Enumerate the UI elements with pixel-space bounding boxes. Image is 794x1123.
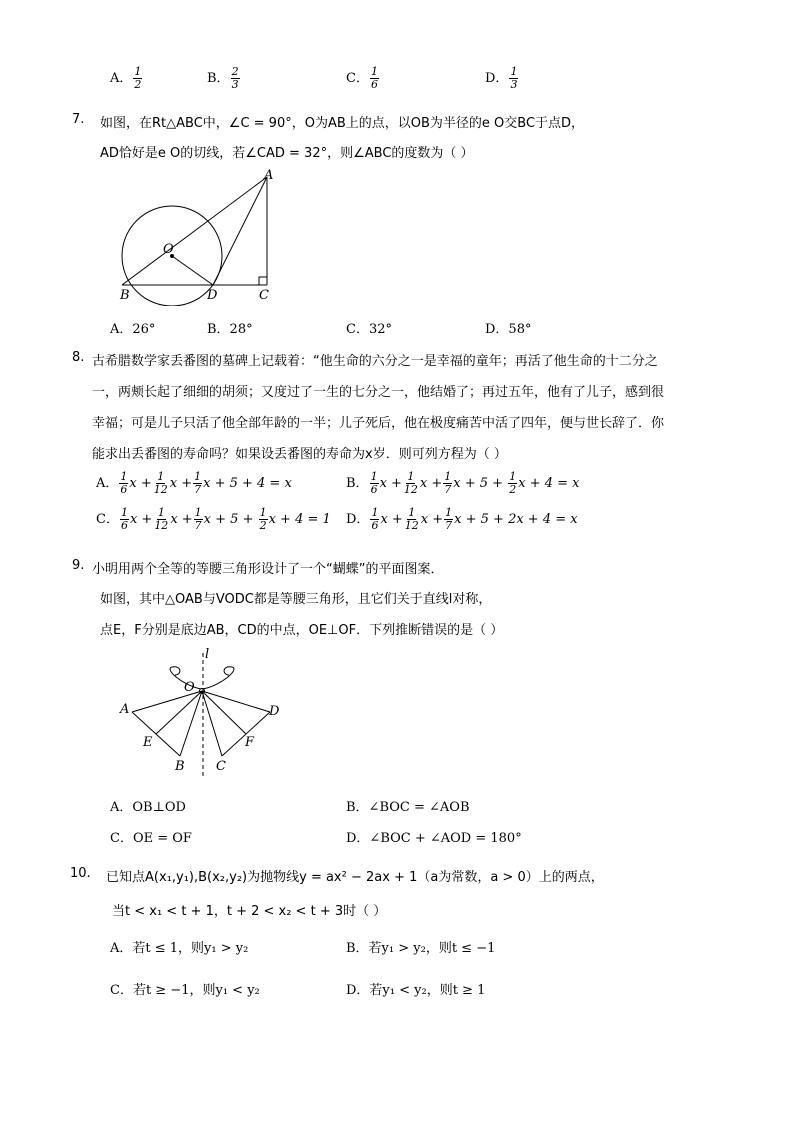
fraction: $\frac{1}{7}$	[194, 470, 202, 496]
q6-option-b[interactable]: B． $\frac{2}{3}$	[207, 65, 239, 91]
fraction: $\frac{1}{12}$	[153, 470, 168, 496]
segment-ab	[122, 177, 267, 285]
question-text-line: 幸福；可是儿子只活了他全部年龄的一半；儿子死后，他在极度痛苦中活了四年，便与世长辞了．你	[92, 416, 665, 431]
label-e: E	[143, 735, 153, 750]
fraction: $\frac{1}{12}$	[403, 470, 418, 496]
fraction: $\frac{1}{6}$	[370, 470, 378, 496]
q7-option-c[interactable]: C．32°	[346, 322, 392, 337]
label-c: C	[216, 759, 226, 774]
label-b: B	[175, 759, 185, 774]
q8-option-a[interactable]: A． $\frac{1}{6}$ x + $\frac{1}{12}$ x + $\frac{1}{7}$ x + 5 + 4 = x	[96, 470, 292, 496]
label-l: l	[205, 647, 210, 662]
q7-geometry-figure	[110, 166, 290, 306]
fraction: $\frac{1}{6}$	[371, 506, 379, 532]
fraction: $\frac{1}{2}$	[259, 506, 267, 532]
right-angle-mark	[259, 277, 267, 285]
label-o: O	[184, 680, 195, 695]
q9-option-b[interactable]: B．∠BOC = ∠AOB	[346, 800, 470, 815]
q10-option-b[interactable]: B．若y₁ > y₂，则t ≤ −1	[346, 941, 496, 956]
fraction: $\frac{1}{6}$	[370, 65, 378, 91]
question-text-line: 能求出丢番图的寿命吗？如果设丢番图的寿命为x岁．则可列方程为（ ）	[92, 447, 507, 462]
label-c: C	[259, 288, 269, 303]
label-f: F	[245, 735, 255, 750]
fraction: $\frac{1}{6}$	[120, 506, 128, 532]
question-text-line: 如图，在Rt△ABC中，∠C = 90°，O为AB上的点，以OB为半径的e O交BC于点D，	[100, 116, 585, 131]
fraction: $\frac{1}{12}$	[404, 506, 419, 532]
fraction: $\frac{1}{6}$	[120, 470, 128, 496]
question-text-line: 已知点A(x₁,y₁),B(x₂,y₂)为抛物线y = ax² − 2ax + 1（a为常数，a > 0）上的两点，	[106, 870, 604, 885]
segment-od	[172, 256, 213, 285]
q9-option-a[interactable]: A．OB⊥OD	[110, 800, 186, 815]
q10-option-d[interactable]: D．若y₁ < y₂，则t ≥ 1	[346, 983, 486, 998]
label-a: A	[264, 168, 274, 183]
fraction: $\frac{1}{3}$	[510, 65, 518, 91]
q10-option-a[interactable]: A．若t ≤ 1，则y₁ > y₂	[110, 941, 249, 956]
q9-option-d[interactable]: D．∠BOC + ∠AOD = 180°	[346, 831, 522, 846]
q6-option-a[interactable]: A． $\frac{1}{2}$	[110, 65, 142, 91]
fraction: $\frac{1}{2}$	[134, 65, 142, 91]
q7-option-b[interactable]: B．28°	[207, 322, 253, 337]
q9-option-c[interactable]: C．OE = OF	[110, 831, 192, 846]
fraction: $\frac{1}{12}$	[154, 506, 169, 532]
question-text-line: 古希腊数学家丢番图的墓碑上记载着：“他生命的六分之一是幸福的童年；再活了他生命的十二分之	[92, 354, 658, 369]
q9-butterfly-figure	[112, 645, 292, 780]
label-o: O	[163, 242, 174, 257]
q8-option-b[interactable]: B． $\frac{1}{6}$ x + $\frac{1}{12}$ x + $\frac{1}{7}$ x + 5 + $\frac{1}{2}$ x + 4 = x	[346, 470, 580, 496]
question-number: 9.	[72, 558, 85, 573]
question-number: 10.	[70, 866, 91, 881]
q7-option-a[interactable]: A．26°	[110, 322, 156, 337]
question-number: 8.	[72, 350, 85, 365]
question-text-line: AD恰好是e O的切线，若∠CAD = 32°，则∠ABC的度数为（ ）	[100, 146, 474, 161]
q8-option-c[interactable]: C． $\frac{1}{6}$ x + $\frac{1}{12}$ x + $\frac{1}{7}$ x + 5 + $\frac{1}{2}$ x + 4 = 1	[96, 506, 331, 532]
question-text-line: 点E，F分别是底边AB，CD的中点，OE⊥OF．下列推断错误的是（ ）	[100, 623, 504, 638]
label-d: D	[207, 288, 218, 303]
q8-option-d[interactable]: D． $\frac{1}{6}$ x + $\frac{1}{12}$ x + $\frac{1}{7}$ x + 5 + 2x + 4 = x	[346, 506, 578, 532]
fraction: $\frac{1}{7}$	[194, 506, 202, 532]
fraction: $\frac{2}{3}$	[231, 65, 239, 91]
fraction: $\frac{1}{7}$	[444, 470, 452, 496]
fraction: $\frac{1}{2}$	[509, 470, 517, 496]
antenna-right	[203, 667, 234, 689]
segment-ad	[213, 177, 267, 285]
label-d: D	[269, 704, 280, 719]
q10-option-c[interactable]: C．若t ≥ −1，则y₁ < y₂	[110, 983, 260, 998]
label-a: A	[120, 702, 130, 717]
q6-option-d[interactable]: D． $\frac{1}{3}$	[485, 65, 518, 91]
fraction: $\frac{1}{7}$	[445, 506, 453, 532]
q6-option-c[interactable]: C． $\frac{1}{6}$	[346, 65, 378, 91]
question-text-line: 一，两颊长起了细细的胡须；又度过了一生的七分之一，他结婚了；再过五年，他有了儿子，感到很	[92, 385, 665, 400]
question-text-line: 如图，其中△OAB与VODC都是等腰三角形，且它们关于直线l对称，	[100, 592, 492, 607]
question-number: 7.	[72, 112, 85, 127]
question-text-line: 小明用两个全等的等腰三角形设计了一个“蝴蝶”的平面图案．	[92, 562, 444, 577]
label-b: B	[120, 288, 130, 303]
question-text-line: 当t < x₁ < t + 1，t + 2 < x₂ < t + 3时（ ）	[112, 904, 387, 919]
q7-option-d[interactable]: D．58°	[485, 322, 532, 337]
